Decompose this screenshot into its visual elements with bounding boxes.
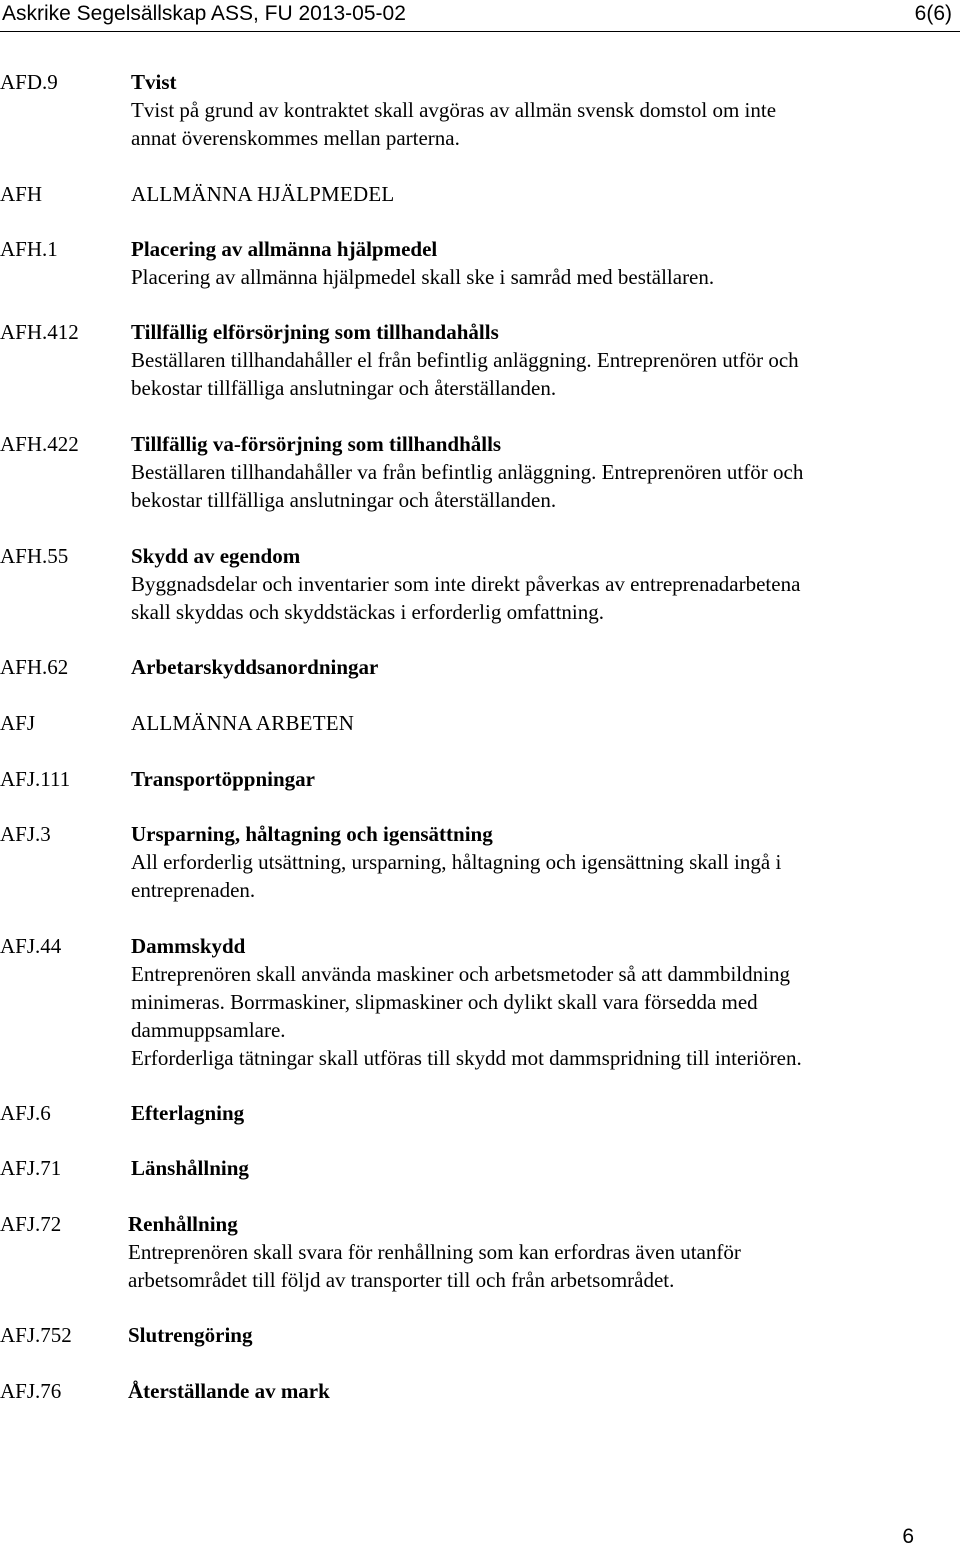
section-title: Slutrengöring — [128, 1323, 253, 1347]
section-text-line: dammuppsamlare. — [131, 1018, 286, 1042]
section-text-line: annat överenskommes mellan parterna. — [131, 126, 460, 150]
code-afj-72: AFJ.72 — [0, 1212, 62, 1236]
page-number: 6 — [902, 1525, 914, 1548]
section-arbetarskydd — [131, 653, 931, 681]
section-renhallning — [128, 1210, 928, 1294]
section-title: Tvist — [131, 70, 177, 94]
section-text-line: minimeras. Borrmaskiner, slipmaskiner och dylikt skall vara försedda med — [131, 990, 758, 1014]
section-efterlagning — [131, 1099, 931, 1127]
code-afj-71: AFJ.71 — [0, 1156, 62, 1180]
section-slutrengoring — [128, 1321, 928, 1349]
section-text-line: bekostar tillfälliga anslutningar och återställanden. — [131, 488, 557, 512]
code-afh-55: AFH.55 — [0, 544, 69, 568]
section-title: Länshållning — [131, 1156, 249, 1180]
code-afh-62: AFH.62 — [0, 655, 69, 679]
section-aterstallande — [128, 1377, 928, 1405]
header-page-count: 6(6) — [914, 2, 952, 25]
section-allmanna-hjalpmedel — [131, 180, 931, 208]
section-text-line: arbetsområdet till följd av transporter till och från arbetsområdet. — [128, 1268, 675, 1292]
section-ursparning — [131, 820, 931, 904]
section-title: Efterlagning — [131, 1101, 245, 1125]
section-text-line: Beställaren tillhandahåller el från befintlig anläggning. Entreprenören utför och — [131, 348, 799, 372]
page-header — [0, 0, 960, 32]
code-afh-1: AFH.1 — [0, 237, 58, 261]
code-afh-422: AFH.422 — [0, 432, 79, 456]
section-title: Arbetarskyddsanordningar — [131, 655, 379, 679]
section-title: Ursparning, håltagning och igensättning — [131, 822, 493, 846]
code-afd-9: AFD.9 — [0, 70, 58, 94]
section-text-line: Entreprenören skall använda maskiner och arbetsmetoder så att dammbildning — [131, 962, 790, 986]
section-title: Tillfällig elförsörjning som tillhandahålls — [131, 320, 499, 344]
section-text-line: Tvist på grund av kontraktet skall avgöras av allmän svensk domstol om inte — [131, 98, 777, 122]
code-afh: AFH — [0, 182, 43, 206]
code-afj-44: AFJ.44 — [0, 934, 62, 958]
section-title: Tillfällig va-försörjning som tillhandhålls — [131, 432, 502, 456]
section-text-line: bekostar tillfälliga anslutningar och återställanden. — [131, 376, 557, 400]
section-skydd-av-egendom — [131, 542, 931, 626]
header-title: Askrike Segelsällskap ASS, FU 2013-05-02 — [2, 2, 406, 25]
section-title: Dammskydd — [131, 934, 246, 958]
section-elforsorjning — [131, 318, 931, 402]
section-title: ALLMÄNNA ARBETEN — [131, 711, 355, 735]
code-afj: AFJ — [0, 711, 36, 735]
header-rule — [0, 31, 960, 32]
section-title: Transportöppningar — [131, 767, 315, 791]
section-text-line: Byggnadsdelar och inventarier som inte direkt påverkas av entreprenadarbetena — [131, 572, 801, 596]
section-text-line: Entreprenören skall svara för renhållning som kan erfordras även utanför — [128, 1240, 741, 1264]
section-allmanna-arbeten — [131, 709, 931, 737]
section-text-line: All erforderlig utsättning, ursparning, håltagning och igensättning skall ingå i — [131, 850, 782, 874]
section-va-forsorjning — [131, 430, 931, 514]
section-text-line: entreprenaden. — [131, 878, 256, 902]
code-afj-3: AFJ.3 — [0, 822, 51, 846]
code-afh-412: AFH.412 — [0, 320, 79, 344]
section-title: Skydd av egendom — [131, 544, 301, 568]
section-title: Placering av allmänna hjälpmedel — [131, 237, 438, 261]
code-afj-752: AFJ.752 — [0, 1323, 72, 1347]
section-placering — [131, 235, 931, 291]
section-title: ALLMÄNNA HJÄLPMEDEL — [131, 182, 395, 206]
section-title: Renhållning — [128, 1212, 238, 1236]
section-text-line: Erforderliga tätningar skall utföras till skydd mot dammspridning till interiören. — [131, 1046, 802, 1070]
code-afj-6: AFJ.6 — [0, 1101, 51, 1125]
section-dammskydd — [131, 932, 931, 1072]
section-transportoppningar — [131, 765, 931, 793]
section-tvist — [131, 68, 931, 152]
section-text-line: Placering av allmänna hjälpmedel skall ske i samråd med beställaren. — [131, 265, 715, 289]
section-text-line: Beställaren tillhandahåller va från befintlig anläggning. Entreprenören utför och — [131, 460, 804, 484]
code-afj-76: AFJ.76 — [0, 1379, 62, 1403]
section-text-line: skall skyddas och skyddstäckas i erforderlig omfattning. — [131, 600, 604, 624]
section-lanshallning — [131, 1154, 931, 1182]
section-title: Återställande av mark — [128, 1379, 330, 1403]
code-afj-111: AFJ.111 — [0, 767, 71, 791]
